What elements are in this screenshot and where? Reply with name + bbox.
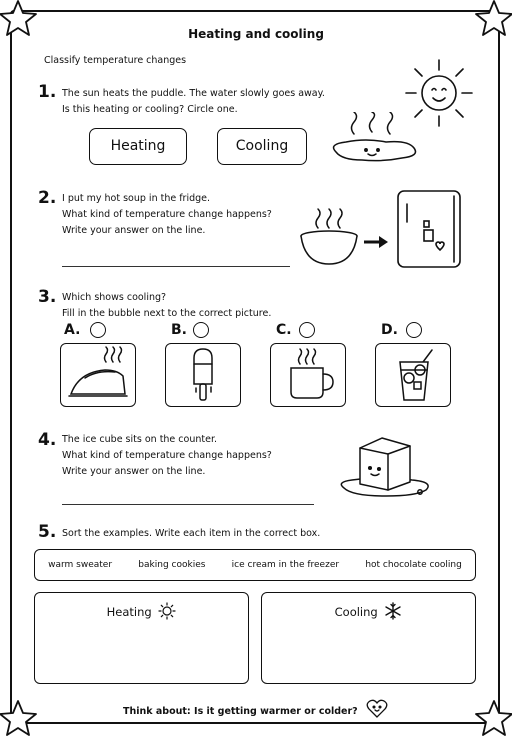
option-label-d: D.: [381, 322, 398, 338]
question-line: The ice cube sits on the counter.: [62, 434, 218, 445]
question-number: 5.: [38, 522, 57, 542]
ice-pop-icon: [166, 344, 240, 406]
question-number: 1.: [38, 82, 57, 102]
answer-bubble-b[interactable]: [193, 322, 209, 338]
option-label-b: B.: [171, 322, 187, 338]
question-line: Fill in the bubble next to the correct picture.: [62, 308, 272, 319]
answer-line[interactable]: [62, 504, 314, 505]
ice-cube-icon: [336, 432, 434, 502]
answer-bubble-d[interactable]: [406, 322, 422, 338]
heating-box-label: Heating: [106, 605, 152, 619]
cooling-box-label: Cooling: [334, 605, 378, 619]
snowflake-icon: [384, 602, 402, 620]
question-text: [62, 86, 325, 118]
question-line: Write your answer on the line.: [62, 225, 206, 236]
hot-soup-bowl-icon: [298, 206, 360, 270]
question-line: Is this heating or cooling? Circle one.: [62, 104, 238, 115]
option-label-a: A.: [64, 322, 81, 338]
question-number: 2.: [38, 188, 57, 208]
question-number: 3.: [38, 287, 57, 307]
page-title: Heating and cooling: [188, 27, 324, 41]
question-line: What kind of temperature change happens?: [62, 209, 272, 220]
picture-box-a[interactable]: [60, 343, 136, 407]
think-about-text: Think about: Is it getting warmer or colder?: [123, 706, 358, 717]
question-number: 4.: [38, 430, 57, 450]
hot-mug-icon: [271, 344, 345, 406]
answer-bubble-a[interactable]: [90, 322, 106, 338]
heating-sort-box[interactable]: [34, 592, 249, 684]
picture-box-b[interactable]: [165, 343, 241, 407]
cooling-sort-box[interactable]: [261, 592, 476, 684]
option-label-c: C.: [276, 322, 292, 338]
heating-box-header: [35, 602, 248, 620]
page-subtitle: Classify temperature changes: [44, 55, 187, 66]
question-line: What kind of temperature change happens?: [62, 450, 272, 461]
cooling-choice-button[interactable]: Cooling: [217, 128, 307, 165]
question-line: Which shows cooling?: [62, 292, 167, 303]
arrow-right-icon: [363, 235, 389, 249]
fridge-icon: [394, 188, 466, 270]
question-line: The sun heats the puddle. The water slowly goes away.: [62, 88, 325, 99]
answer-bubble-c[interactable]: [299, 322, 315, 338]
think-about-footer: [0, 699, 512, 719]
question-line: Write your answer on the line.: [62, 466, 206, 477]
heart-icon: [365, 699, 389, 719]
puddle-icon: [326, 112, 420, 168]
heating-choice-button[interactable]: Heating: [89, 128, 187, 165]
question-text: [62, 290, 271, 322]
answer-line[interactable]: [62, 266, 290, 267]
iced-drink-icon: [376, 344, 450, 406]
sun-icon: [158, 602, 176, 620]
word-bank-item[interactable]: warm sweater: [48, 560, 113, 570]
iron-icon: [61, 344, 135, 406]
question-text: Sort the examples. Write each item in the correct box.: [62, 528, 321, 539]
question-text: [62, 432, 272, 480]
word-bank-item[interactable]: baking cookies: [138, 560, 206, 570]
picture-box-c[interactable]: [270, 343, 346, 407]
question-line: I put my hot soup in the fridge.: [62, 193, 211, 204]
word-bank-item[interactable]: hot chocolate cooling: [365, 560, 462, 570]
word-bank: [34, 549, 476, 581]
cooling-box-header: [262, 602, 475, 620]
word-bank-item[interactable]: ice cream in the freezer: [231, 560, 340, 570]
picture-box-d[interactable]: [375, 343, 451, 407]
question-text: [62, 191, 272, 239]
